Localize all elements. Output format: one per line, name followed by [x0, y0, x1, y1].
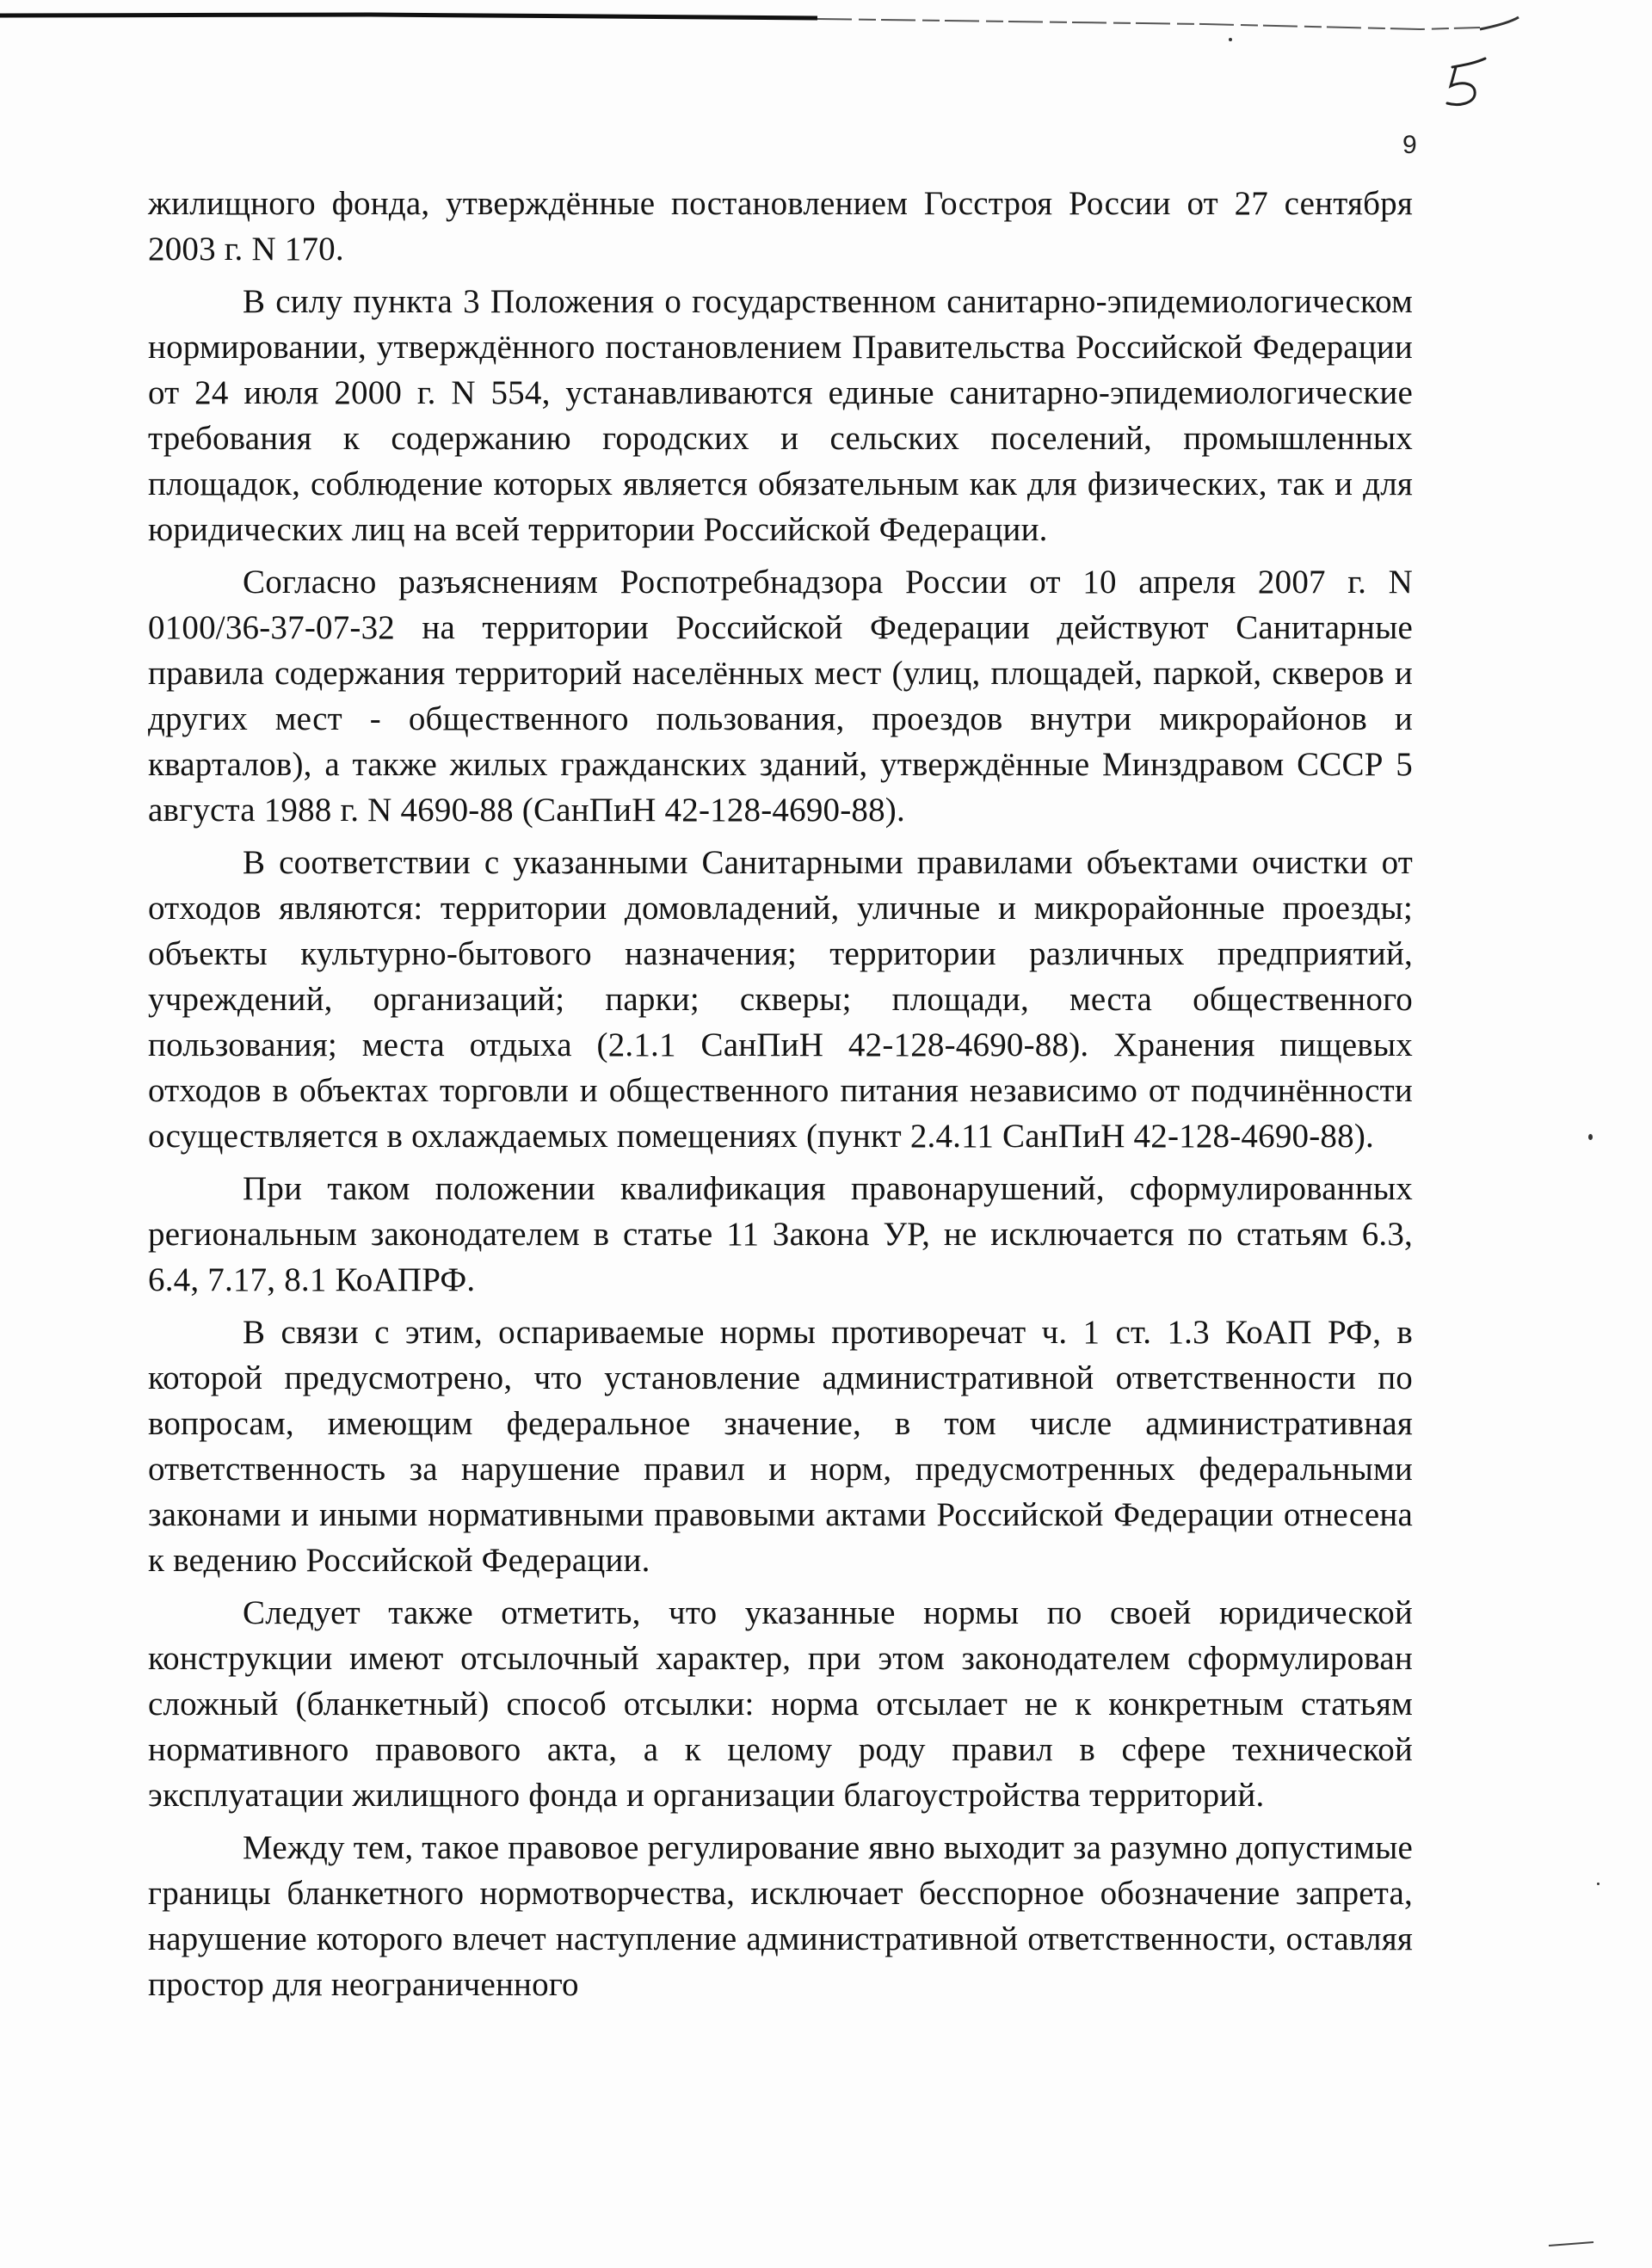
- paragraph: В связи с этим, оспариваемые нормы противоречат ч. 1 ст. 1.3 КоАП РФ, в которой предусмотрено, что установление административной ответственности по вопросам, имеющим федеральное значение, в том числе административная ответственность за нарушение правил и норм, предусмотренных федеральными законами и иными нормативными правовыми актами Российской Федерации отнесена к ведению Российской Федерации.: [148, 1314, 1413, 1579]
- paragraph: Следует также отметить, что указанные нормы по своей юридической конструкции имеют отсылочный характер, при этом законодателем сформулирован сложный (бланкетный) способ отсылки: норма отсылает не к конкретным статьям нормативного правового акта, а к целому роду правил в сфере технической эксплуатации жилищного фонда и организации благоустройства территорий.: [148, 1594, 1413, 1814]
- handwritten-sheet-mark: [1435, 52, 1504, 112]
- paragraph: Между тем, такое правовое регулирование явно выходит за разумно допустимые границы бланкетного нормотворчества, исключает бесспорное обозначение запрета, нарушение которого влечет наступление административной ответственности, оставляя простор для неограниченного: [148, 1829, 1413, 2003]
- top-edge-rule: [0, 10, 1549, 45]
- paragraph: При таком положении квалификация правонарушений, сформулированных региональным законодателем в статье 11 Закона УР, не исключается по статьям 6.3, 6.4, 7.17, 8.1 КоАПРФ.: [148, 1170, 1413, 1298]
- page-number: 9: [1402, 131, 1417, 159]
- scan-speck: [1597, 1883, 1600, 1885]
- paragraph-continuation: жилищного фонда, утверждённые постановлением Госстроя России от 27 сентября 2003 г. N 170.: [148, 185, 1413, 268]
- margin-stroke: [1545, 2235, 1597, 2253]
- scan-speck: [1588, 1134, 1593, 1140]
- document-body: [148, 181, 1413, 2014]
- paragraph: Согласно разъяснениям Роспотребнадзора России от 10 апреля 2007 г. N 0100/36-37-07-32 на территории Российской Федерации действуют Санитарные правила содержания территорий населённых мест (улиц, площадей, паркой, скверов и других мест - общественного пользования, проездов внутри микрорайонов и кварталов), а также жилых гражданских зданий, утверждённые Минздравом СССР 5 августа 1988 г. N 4690-88 (СанПиН 42-128-4690-88).: [148, 564, 1413, 829]
- paragraph: В силу пункта 3 Положения о государственном санитарно-эпидемиологическом нормировании, утверждённого постановлением Правительства Российской Федерации от 24 июля 2000 г. N 554, устанавливаются единые санитарно-эпидемиологические требования к содержанию городских и сельских поселений, промышленных площадок, соблюдение которых является обязательным как для физических, так и для юридических лиц на всей территории Российской Федерации.: [148, 283, 1413, 548]
- scan-speck: [1229, 38, 1232, 41]
- paragraph: В соответствии с указанными Санитарными правилами объектами очистки от отходов являются: территории домовладений, уличные и микрорайонные проезды; объекты культурно-бытового назначения; территории различных предприятий, учреждений, организаций; парки; скверы; площади, места общественного пользования; места отдыха (2.1.1 СанПиН 42-128-4690-88). Хранения пищевых отходов в объектах торговли и общественного питания независимо от подчинённости осуществляется в охлаждаемых помещениях (пункт 2.4.11 СанПиН 42-128-4690-88).: [148, 844, 1413, 1155]
